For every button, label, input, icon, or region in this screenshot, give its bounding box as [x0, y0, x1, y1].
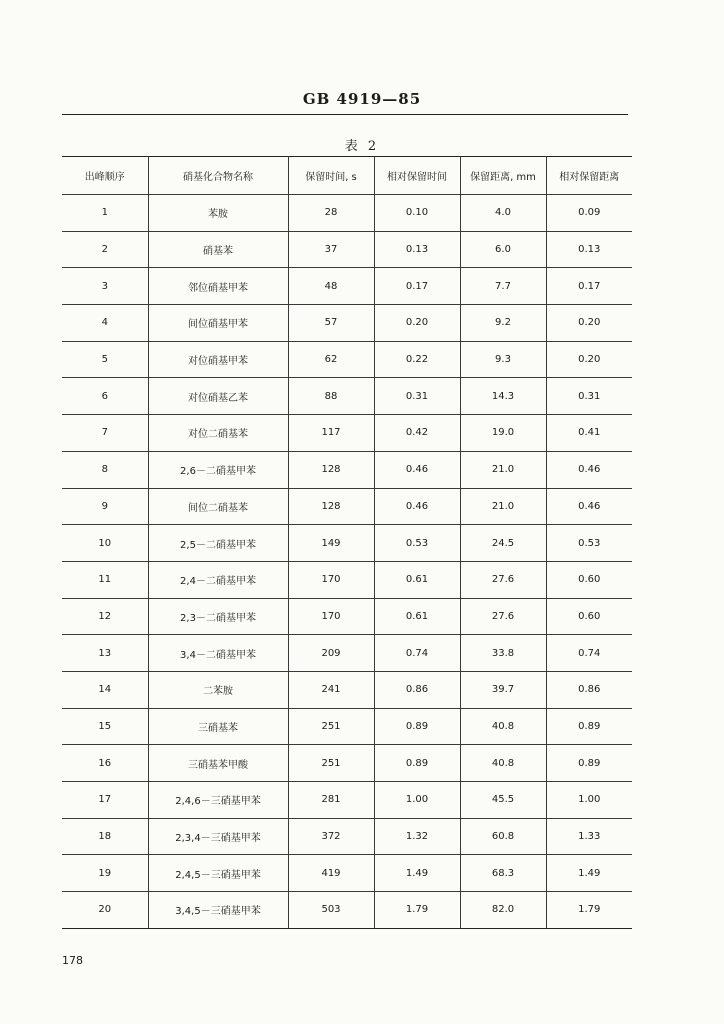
table-cell: 251 — [288, 708, 374, 745]
table-cell: 11 — [62, 561, 148, 598]
table-row — [62, 305, 632, 342]
table-cell: 0.20 — [546, 305, 632, 342]
table-cell: 2,3,4－三硝基甲苯 — [148, 818, 288, 855]
table-cell: 503 — [288, 892, 374, 929]
table-cell: 6 — [62, 378, 148, 415]
table-cell: 6.0 — [460, 231, 546, 268]
table-cell: 0.53 — [374, 525, 460, 562]
table-header-row — [62, 157, 632, 195]
table-row — [62, 195, 632, 232]
table-cell: 间位二硝基苯 — [148, 488, 288, 525]
table-row — [62, 892, 632, 929]
table-cell: 19 — [62, 855, 148, 892]
table-cell: 372 — [288, 818, 374, 855]
table-cell: 281 — [288, 782, 374, 819]
column-header: 出峰顺序 — [62, 157, 148, 195]
standard-number: GB 4919—85 — [302, 90, 422, 108]
table-cell: 0.89 — [546, 745, 632, 782]
page-number: 178 — [62, 954, 83, 967]
table-cell: 419 — [288, 855, 374, 892]
table-cell: 1.49 — [546, 855, 632, 892]
table-cell: 9 — [62, 488, 148, 525]
table-row — [62, 268, 632, 305]
table-cell: 0.31 — [546, 378, 632, 415]
table-row — [62, 415, 632, 452]
table-cell: 13 — [62, 635, 148, 672]
table-cell: 37 — [288, 231, 374, 268]
table-cell: 0.46 — [546, 488, 632, 525]
table-cell: 0.09 — [546, 195, 632, 232]
table-cell: 57 — [288, 305, 374, 342]
table-cell: 0.61 — [374, 561, 460, 598]
table-row — [62, 708, 632, 745]
table-cell: 117 — [288, 415, 374, 452]
table-cell: 0.10 — [374, 195, 460, 232]
table-cell: 21.0 — [460, 488, 546, 525]
table-cell: 0.42 — [374, 415, 460, 452]
table-cell: 19.0 — [460, 415, 546, 452]
table-cell: 2 — [62, 231, 148, 268]
table-row — [62, 231, 632, 268]
table-cell: 2,4－二硝基甲苯 — [148, 561, 288, 598]
column-header: 相对保留距离 — [546, 157, 632, 195]
table-cell: 24.5 — [460, 525, 546, 562]
table-cell: 三硝基苯甲酸 — [148, 745, 288, 782]
table-cell: 7.7 — [460, 268, 546, 305]
table-cell: 5 — [62, 341, 148, 378]
table-cell: 0.53 — [546, 525, 632, 562]
table-cell: 88 — [288, 378, 374, 415]
table-cell: 三硝基苯 — [148, 708, 288, 745]
table-cell: 8 — [62, 451, 148, 488]
table-cell: 1.49 — [374, 855, 460, 892]
table-cell: 241 — [288, 671, 374, 708]
table-cell: 3,4－二硝基甲苯 — [148, 635, 288, 672]
table-cell: 12 — [62, 598, 148, 635]
table-cell: 0.60 — [546, 598, 632, 635]
table-cell: 82.0 — [460, 892, 546, 929]
table-cell: 对位硝基乙苯 — [148, 378, 288, 415]
table-cell: 9.2 — [460, 305, 546, 342]
retention-data-table — [62, 156, 632, 929]
table-cell: 40.8 — [460, 708, 546, 745]
table-cell: 3,4,5－三硝基甲苯 — [148, 892, 288, 929]
table-cell: 0.13 — [546, 231, 632, 268]
table-cell: 0.86 — [374, 671, 460, 708]
table-row — [62, 378, 632, 415]
table-cell: 1.79 — [546, 892, 632, 929]
column-header: 保留时间, s — [288, 157, 374, 195]
table-cell: 1.79 — [374, 892, 460, 929]
table-cell: 2,3－二硝基甲苯 — [148, 598, 288, 635]
table-cell: 16 — [62, 745, 148, 782]
table-cell: 0.31 — [374, 378, 460, 415]
table-row — [62, 561, 632, 598]
table-cell: 68.3 — [460, 855, 546, 892]
column-header: 保留距离, mm — [460, 157, 546, 195]
table-cell: 149 — [288, 525, 374, 562]
table-row — [62, 525, 632, 562]
table-cell: 4 — [62, 305, 148, 342]
table-row — [62, 451, 632, 488]
table-row — [62, 818, 632, 855]
table-cell: 14.3 — [460, 378, 546, 415]
table-row — [62, 782, 632, 819]
table-row — [62, 671, 632, 708]
table-cell: 3 — [62, 268, 148, 305]
table-cell: 62 — [288, 341, 374, 378]
table-cell: 1.33 — [546, 818, 632, 855]
table-cell: 27.6 — [460, 561, 546, 598]
table-row — [62, 745, 632, 782]
table-cell: 33.8 — [460, 635, 546, 672]
table-cell: 0.46 — [374, 451, 460, 488]
table-cell: 0.89 — [374, 745, 460, 782]
table-cell: 0.41 — [546, 415, 632, 452]
table-cell: 45.5 — [460, 782, 546, 819]
table-cell: 1 — [62, 195, 148, 232]
table-cell: 2,4,5－三硝基甲苯 — [148, 855, 288, 892]
table-cell: 18 — [62, 818, 148, 855]
table-cell: 0.74 — [374, 635, 460, 672]
table-cell: 0.89 — [374, 708, 460, 745]
table-cell: 170 — [288, 561, 374, 598]
table-cell: 17 — [62, 782, 148, 819]
table-cell: 9.3 — [460, 341, 546, 378]
table-cell: 0.89 — [546, 708, 632, 745]
table-cell: 硝基苯 — [148, 231, 288, 268]
table-cell: 21.0 — [460, 451, 546, 488]
table-cell: 2,5－二硝基甲苯 — [148, 525, 288, 562]
header-rule — [62, 114, 628, 115]
table-cell: 苯胺 — [148, 195, 288, 232]
table-cell: 251 — [288, 745, 374, 782]
table-cell: 0.13 — [374, 231, 460, 268]
table-cell: 1.32 — [374, 818, 460, 855]
table-cell: 0.20 — [546, 341, 632, 378]
table-cell: 对位二硝基苯 — [148, 415, 288, 452]
table-cell: 0.17 — [546, 268, 632, 305]
table-cell: 48 — [288, 268, 374, 305]
table-cell: 1.00 — [374, 782, 460, 819]
table-cell: 128 — [288, 488, 374, 525]
table-row — [62, 598, 632, 635]
table-row — [62, 488, 632, 525]
table-cell: 209 — [288, 635, 374, 672]
table-cell: 39.7 — [460, 671, 546, 708]
table-cell: 间位硝基甲苯 — [148, 305, 288, 342]
column-header: 硝基化合物名称 — [148, 157, 288, 195]
table-cell: 二苯胺 — [148, 671, 288, 708]
table-cell: 0.61 — [374, 598, 460, 635]
table-cell: 0.60 — [546, 561, 632, 598]
table-cell: 邻位硝基甲苯 — [148, 268, 288, 305]
table-cell: 170 — [288, 598, 374, 635]
table-cell: 7 — [62, 415, 148, 452]
table-cell: 15 — [62, 708, 148, 745]
table-cell: 2,6－二硝基甲苯 — [148, 451, 288, 488]
table-row — [62, 341, 632, 378]
table-row — [62, 855, 632, 892]
table-cell: 40.8 — [460, 745, 546, 782]
table-cell: 0.86 — [546, 671, 632, 708]
table-cell: 20 — [62, 892, 148, 929]
table-cell: 0.46 — [546, 451, 632, 488]
table-cell: 14 — [62, 671, 148, 708]
table-cell: 2,4,6－三硝基甲苯 — [148, 782, 288, 819]
table-cell: 0.22 — [374, 341, 460, 378]
table-cell: 0.17 — [374, 268, 460, 305]
table-cell: 128 — [288, 451, 374, 488]
table-cell: 27.6 — [460, 598, 546, 635]
table-title: 表 2 — [344, 139, 380, 154]
table-cell: 28 — [288, 195, 374, 232]
table-cell: 0.20 — [374, 305, 460, 342]
table-cell: 0.74 — [546, 635, 632, 672]
table-cell: 1.00 — [546, 782, 632, 819]
table-cell: 60.8 — [460, 818, 546, 855]
table-cell: 10 — [62, 525, 148, 562]
table-row — [62, 635, 632, 672]
column-header: 相对保留时间 — [374, 157, 460, 195]
table-cell: 对位硝基甲苯 — [148, 341, 288, 378]
table-cell: 0.46 — [374, 488, 460, 525]
table-cell: 4.0 — [460, 195, 546, 232]
